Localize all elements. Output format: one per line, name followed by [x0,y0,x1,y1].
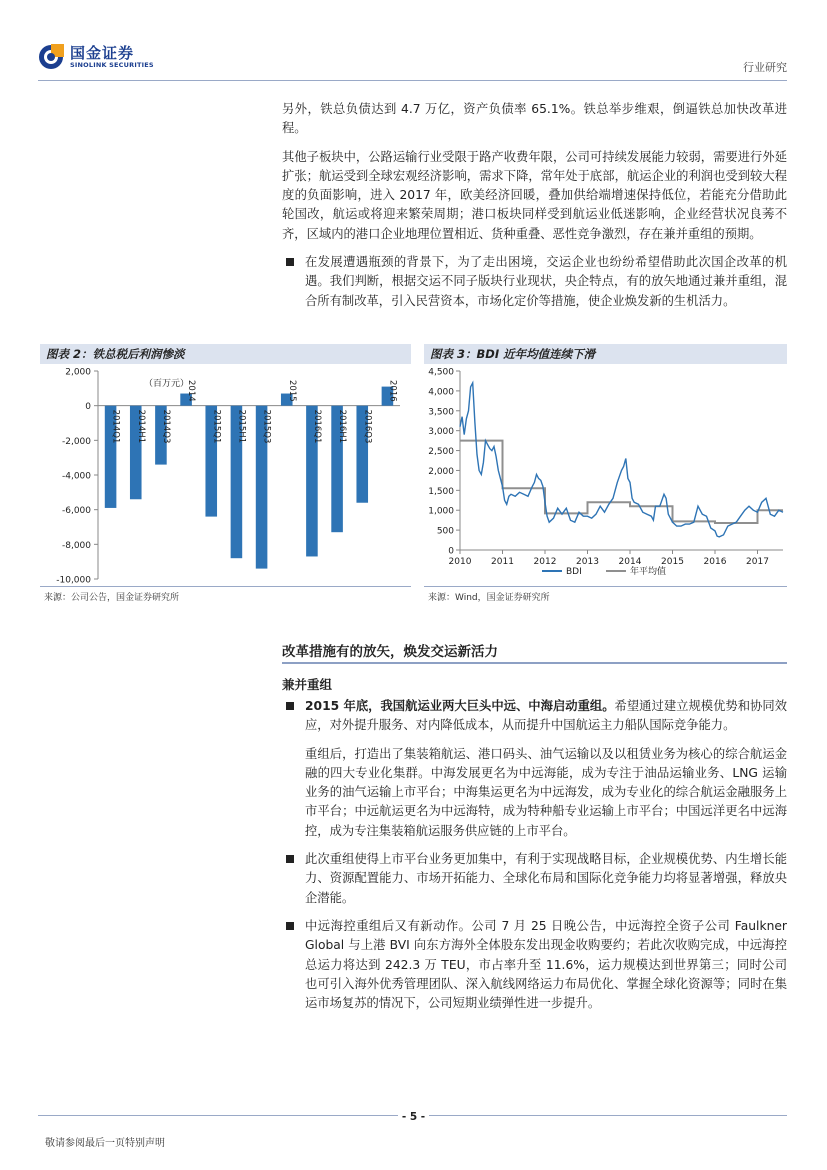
bullet-square-icon [286,922,294,930]
figure3-source: 来源：Wind，国金证券研究所 [428,593,550,603]
section-title: 改革措施有的放矢，焕发交运新活力 [282,644,498,660]
y-tick-label: 2,000 [428,466,454,477]
x-tick-label: 2010 [448,557,472,567]
x-tick-label: 2014 [618,557,642,567]
legend-label-年平均值: 年平均值 [630,567,667,577]
intro-bullet-1 [282,253,787,311]
y-tick-label: 3,500 [428,407,454,418]
figure2-title: 图表 2：铁总税后利润惨淡 [40,344,411,364]
disclaimer-text: 敬请参阅最后一页特别声明 [45,1138,165,1149]
intro-section [282,100,787,311]
brand-name-en: SINOLINK SECURITIES [70,60,154,69]
page-number: - 5 - [398,1111,429,1123]
y-tick-label: 500 [436,526,454,537]
unit-label: （百万元） [144,379,190,390]
brand-name-cn: 国金证券 [70,43,135,62]
category-label-2016: 2016 [387,380,398,402]
x-tick-label: 2012 [533,557,557,567]
category-label-2016Q1: 2016Q1 [311,409,322,444]
legend-label-BDI: BDI [566,567,582,577]
x-tick-label: 2017 [746,557,769,567]
y-tick-label: 0 [448,546,454,557]
merger-bullet-3 [282,917,787,1013]
intro-paragraph-2: 其他子板块中，公路运输行业受限于路产收费年限，公司可持续发展能力较弱，需要进行外延扩张；航运受到全球宏观经济影响，需求下降，常年处于底部，航运企业的利润也受到较大程度的负面影响，进入 2017 年，欧美经济回暖，叠加供给端增速保持低位，若能充分借助此轮国改，航运或将迎来繁荣周期；港口板块同样受到航运业低迷影响，企业经营状况良莠不齐，区域内的港口企业地理位置相近、货种重叠、恶性竞争激烈，存在兼并重组的预期。 [282,149,787,241]
bullet-text: 希望通过建立规模优势和协同效应，对外提升服务、对内降低成本，从而提升中国航运主力船队国际竞争能力。 [305,699,787,733]
y-tick-label: 2,000 [65,367,91,378]
merger-section [282,697,787,1013]
category-label-2014Q1: 2014Q1 [110,409,121,444]
subsection-title: 兼并重组 [282,677,333,692]
category-label-2015Q3: 2015Q3 [261,409,272,444]
y-tick-label: 2,500 [428,447,454,458]
x-tick-label: 2015 [661,557,684,567]
intro-paragraph-1: 另外，铁总负债达到 4.7 万亿，资产负债率 65.1%。铁总举步维艰，倒逼铁总加快改革进程。 [282,102,787,136]
series-line-年平均值 [460,441,783,523]
merger-paragraph: 重组后，打造出了集装箱航运、港口码头、油气运输以及以租赁业务为核心的综合航运金融的四大专业化集群。中海发展更名为中远海能，成为专注于油品运输业务、LNG 运输业务的油气运输上市平台；中海集运更名为中远海发，成为专业化的综合航运金融服务上市平台；中远航运更名为中远海特，成为特种船专业运输上市平台；中国远洋更名中远海控，成为专注集装箱航运服务供应链的上市平台。 [305,746,787,838]
y-tick-label: -10,000 [56,575,91,585]
merger-bullet-2 [282,850,787,908]
y-tick-label: -4,000 [61,471,91,482]
bullet-text: 此次重组使得上市平台业务更加集中，有利于实现战略目标，企业规模优势、内生增长能力、资源配置能力、市场开拓能力、全球化布局和国际化竞争能力均将显著增强，释放央企潜能。 [305,852,787,905]
category-label-2016H1: 2016H1 [337,409,348,444]
category-label-2015H1: 2015H1 [236,409,247,444]
category-label-2014Q3: 2014Q3 [160,409,171,444]
brand-logo [38,44,154,70]
series-line-BDI [460,383,783,537]
merger-bullet-1 [282,697,787,736]
sinolink-logo-icon [38,44,64,70]
category-label-2015: 2015 [286,380,297,402]
x-tick-label: 2016 [703,557,727,567]
x-tick-label: 2011 [491,557,514,567]
figure2-source: 来源：公司公告，国金证券研究所 [44,593,180,603]
y-tick-label: -6,000 [61,506,91,517]
y-tick-label: -8,000 [61,540,91,551]
section-divider [282,662,787,664]
header-divider [38,80,787,81]
figure2-bar-chart [40,365,411,585]
y-tick-label: 1,000 [428,506,454,517]
y-tick-label: 1,500 [428,486,454,497]
y-tick-label: 0 [85,402,91,413]
category-label-2014: 2014 [186,380,197,402]
figure3-bottom-rule [424,586,787,587]
bullet-square-icon [286,702,294,710]
figure2-bottom-rule [40,586,411,587]
y-tick-label: -2,000 [61,436,91,447]
report-category: 行业研究 [743,61,787,74]
category-label-2014H1: 2014H1 [135,409,146,444]
bullet-square-icon [286,855,294,863]
category-label-2015Q1: 2015Q1 [211,409,222,444]
y-tick-label: 4,000 [428,387,454,398]
bullet-text: 中远海控重组后又有新动作。公司 7 月 25 日晚公告，中远海控全资子公司 Faulkner Global 与上港 BVI 向东方海外全体股东发出现金收购要约；若此次收购完成，中远海控总运力将达到 242.3 万 TEU，市占率升至 11.6%，运力规模达到世界第三；同时公司也可引入海外优秀管理团队、深入航线网络运力布局优化、掌握全球化资源等；同时在集运市场复苏的情况下，公司短期业绩弹性进一步提升。 [305,918,787,1011]
bullet-bold-lead: 2015 年底，我国航运业两大巨头中远、中海启动重组。 [305,699,615,713]
figure3-line-chart [424,365,787,585]
x-tick-label: 2013 [576,557,599,567]
bullet-text: 在发展遭遇瓶颈的背景下，为了走出困境，交运企业也纷纷希望借助此次国企改革的机遇。我们判断，根据交运不同子版块行业现状，央企特点，有的放矢地通过兼并重组，混合所有制改革，引入民营资本，市场化定价等措施，使企业焕发新的生机活力。 [305,255,787,308]
y-tick-label: 4,500 [428,367,454,378]
y-tick-label: 3,000 [428,427,454,438]
category-label-2016Q3: 2016Q3 [362,409,373,444]
bullet-square-icon [286,258,294,266]
figure3-title: 图表 3：BDI 近年均值连续下滑 [424,344,787,364]
